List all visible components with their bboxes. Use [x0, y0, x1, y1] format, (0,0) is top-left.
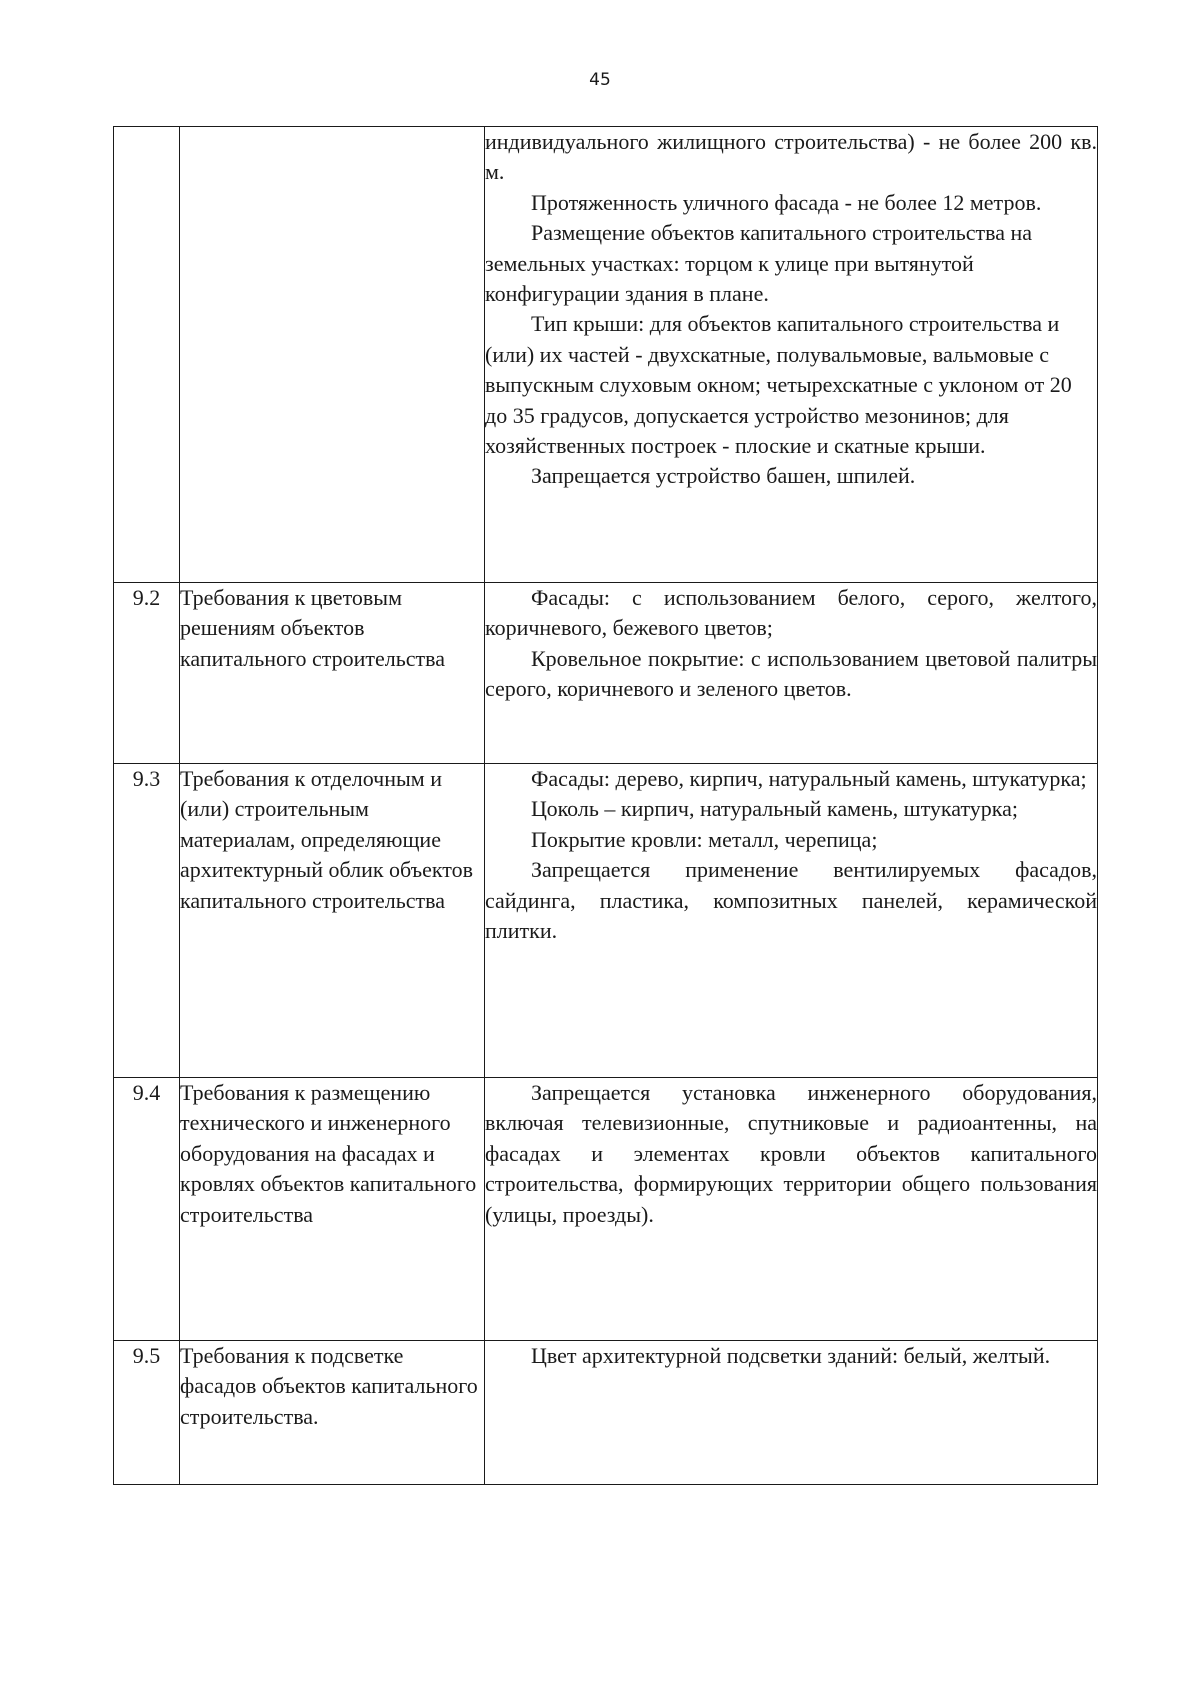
description-paragraph: Фасады: дерево, кирпич, натуральный камень, штукатурка; — [531, 766, 1087, 791]
description-paragraph: Фасады: с использованием белого, серого, желтого, коричневого, бежевого цветов; — [485, 585, 1097, 641]
description-paragraph: Запрещается установка инженерного оборудования, включая телевизионные, спутниковые и радиоантенны, на фасадах и элементах кровли объектов капитального строительства, формирующих территории общего пользования (улицы, проезды). — [485, 1080, 1097, 1227]
description-paragraph: Цвет архитектурной подсветки зданий: белый, желтый. — [531, 1343, 1051, 1368]
description-paragraph: Покрытие кровли: металл, черепица; — [531, 826, 878, 852]
table-row — [114, 127, 1098, 583]
requirement-description — [485, 583, 1098, 764]
row-number — [114, 127, 180, 583]
requirement-description — [485, 1341, 1098, 1485]
requirement-name: Требования к подсветке фасадов объектов капитального строительства. — [180, 1341, 485, 1485]
table-row — [114, 1078, 1098, 1341]
description-paragraph: Запрещается применение вентилируемых фасадов, сайдинга, пластика, композитных панелей, керамической плитки. — [485, 857, 1097, 944]
description-paragraph: Тип крыши: для объектов капитального строительства и (или) их частей - двухскатные, полувальмовые, вальмовые с выпускным слуховым окном; четырехскатные с уклоном от 20 до 35 градусов, допускается устройство мезонинов; для хозяйственных построек - плоские и скатные крыши. — [485, 311, 1072, 459]
table-row — [114, 764, 1098, 1078]
description-paragraph: Протяженность уличного фасада - не более 12 метров. — [531, 189, 1042, 215]
table-row — [114, 583, 1098, 764]
row-number: 9.2 — [114, 583, 180, 764]
requirements-table — [113, 126, 1098, 1485]
row-number: 9.5 — [114, 1341, 180, 1485]
page-number: 45 — [589, 70, 611, 90]
requirement-description — [485, 764, 1098, 1078]
requirement-description — [485, 127, 1098, 583]
row-number: 9.3 — [114, 764, 180, 1078]
table-row — [114, 1341, 1098, 1485]
description-paragraph: Кровельное покрытие: с использованием цветовой палитры серого, коричневого и зеленого цветов. — [485, 645, 1097, 702]
requirement-name — [180, 127, 485, 583]
row-number: 9.4 — [114, 1078, 180, 1341]
description-paragraph: индивидуального жилищного строительства) - не более 200 кв. м. — [485, 129, 1097, 185]
description-paragraph: Запрещается устройство башен, шпилей. — [531, 463, 916, 489]
requirement-name: Требования к размещению технического и инженерного оборудования на фасадах и кровлях объектов капитального строительства — [180, 1078, 485, 1341]
requirement-description — [485, 1078, 1098, 1341]
description-paragraph: Размещение объектов капитального строительства на земельных участках: торцом к улице при вытянутой конфигурации здания в плане. — [485, 220, 1033, 307]
requirement-name: Требования к цветовым решениям объектов капитального строительства — [180, 583, 485, 764]
description-paragraph: Цоколь – кирпич, натуральный камень, штукатурка; — [531, 796, 1019, 822]
requirement-name: Требования к отделочным и (или) строительным материалам, определяющие архитектурный облик объектов капитального строительства — [180, 764, 485, 1078]
